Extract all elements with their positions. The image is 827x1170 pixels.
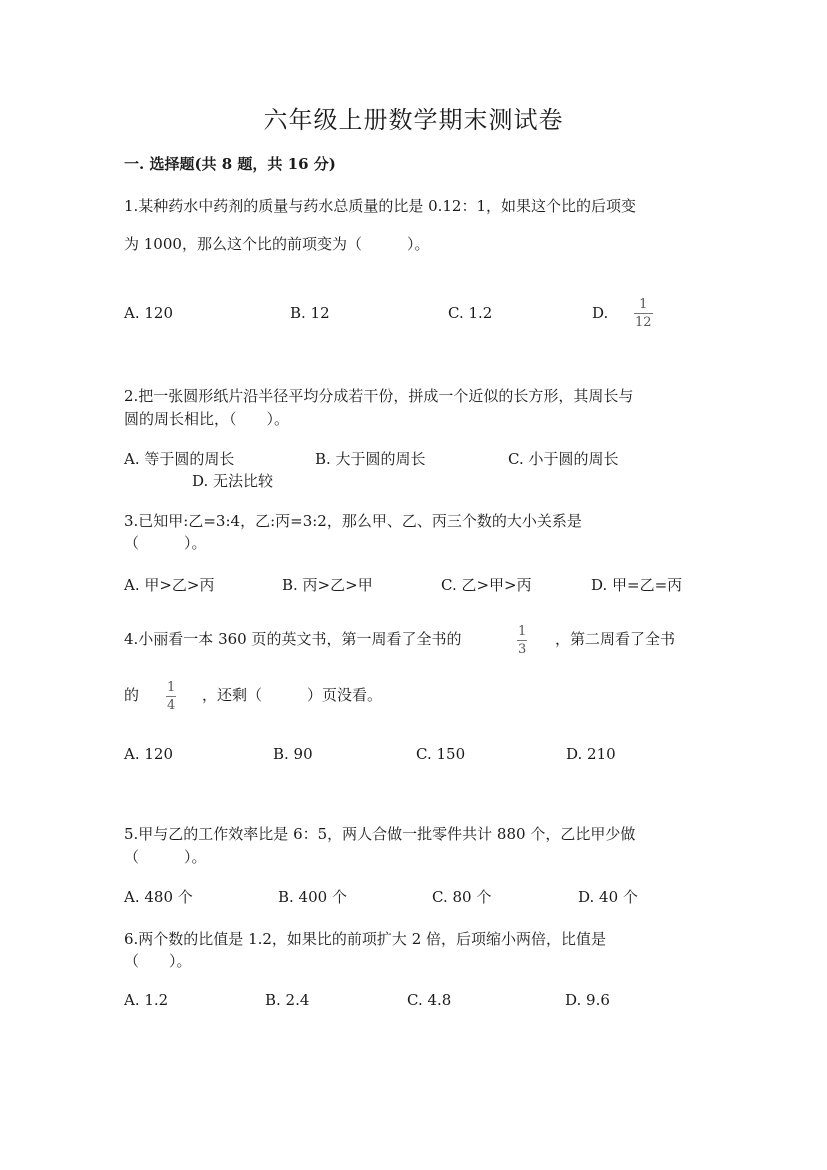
question-4-fraction-1 bbox=[517, 625, 527, 656]
question-2-line-2: 圆的周长相比，（ ）。 bbox=[124, 410, 290, 428]
question-2-option-d: D. 无法比较 bbox=[192, 472, 274, 490]
fraction-denominator: 12 bbox=[635, 315, 652, 330]
question-4-line-2-end: ，还剩（ ）页没看。 bbox=[202, 686, 383, 704]
question-1-option-a: A. 120 bbox=[124, 304, 173, 322]
question-6-option-d: D. 9.6 bbox=[565, 991, 610, 1009]
question-4-option-a: A. 120 bbox=[124, 745, 173, 763]
question-6-option-b: B. 2.4 bbox=[265, 991, 310, 1009]
question-3-line-2: （ ）。 bbox=[124, 534, 207, 552]
question-3-option-d: D. 甲=乙=丙 bbox=[591, 576, 683, 594]
question-6-option-a: A. 1.2 bbox=[124, 991, 169, 1009]
question-5-line-2: （ ）。 bbox=[124, 848, 207, 866]
question-3-option-c: C. 乙>甲>丙 bbox=[441, 576, 532, 594]
question-1-option-c: C. 1.2 bbox=[448, 304, 493, 322]
fraction-numerator: 1 bbox=[167, 680, 176, 695]
fraction-denominator: 3 bbox=[518, 642, 527, 657]
question-4-line-1-end: ，第二周看了全书 bbox=[555, 630, 676, 648]
question-6-option-c: C. 4.8 bbox=[407, 991, 452, 1009]
fraction-numerator: 1 bbox=[639, 297, 648, 312]
question-5-option-a: A. 480 个 bbox=[124, 888, 193, 906]
question-1-option-b: B. 12 bbox=[290, 304, 330, 322]
question-2-option-c: C. 小于圆的周长 bbox=[508, 450, 619, 468]
question-5-option-c: C. 80 个 bbox=[432, 888, 492, 906]
section-heading: 一. 选择题(共 8 题，共 16 分) bbox=[124, 155, 336, 173]
question-1-line-1: 1.某种药水中药剂的质量与药水总质量的比是 0.12：1，如果这个比的后项变 bbox=[124, 197, 637, 215]
fraction-numerator: 1 bbox=[518, 624, 527, 639]
fraction-bar bbox=[166, 696, 176, 697]
question-4-line-2-start: 的 bbox=[124, 686, 140, 704]
question-4-fraction-2 bbox=[166, 681, 176, 712]
question-3-option-a: A. 甲>乙>丙 bbox=[124, 576, 215, 594]
question-2-option-b: B. 大于圆的周长 bbox=[315, 450, 426, 468]
question-2-option-a: A. 等于圆的周长 bbox=[124, 450, 235, 468]
fraction-bar bbox=[517, 640, 527, 641]
fraction-denominator: 4 bbox=[167, 698, 176, 713]
question-5-option-d: D. 40 个 bbox=[578, 888, 638, 906]
question-6-line-1: 6.两个数的比值是 1.2，如果比的前项扩大 2 倍，后项缩小两倍，比值是 bbox=[124, 930, 607, 948]
question-3-option-b: B. 丙>乙>甲 bbox=[282, 576, 373, 594]
question-4-option-d: D. 210 bbox=[566, 745, 616, 763]
question-3-line-1: 3.已知甲:乙=3:4，乙:丙=3:2，那么甲、乙、丙三个数的大小关系是 bbox=[124, 512, 582, 530]
question-2-line-1: 2.把一张圆形纸片沿半径平均分成若干份，拼成一个近似的长方形，其周长与 bbox=[124, 387, 634, 405]
question-4-option-c: C. 150 bbox=[416, 745, 466, 763]
question-5-line-1: 5.甲与乙的工作效率比是 6：5，两人合做一批零件共计 880 个，乙比甲少做 bbox=[124, 825, 636, 843]
question-1-option-d: D. bbox=[592, 304, 609, 322]
page-title: 六年级上册数学期末测试卷 bbox=[263, 106, 564, 134]
fraction-bar bbox=[634, 313, 653, 314]
question-1-option-d-fraction bbox=[634, 298, 653, 329]
question-4-line-1-start: 4.小丽看一本 360 页的英文书，第一周看了全书的 bbox=[124, 630, 462, 648]
question-4-option-b: B. 90 bbox=[273, 745, 313, 763]
question-5-option-b: B. 400 个 bbox=[278, 888, 347, 906]
question-6-line-2: （ ）。 bbox=[124, 952, 192, 970]
question-1-line-2: 为 1000，那么这个比的前项变为（ ）。 bbox=[124, 235, 430, 253]
